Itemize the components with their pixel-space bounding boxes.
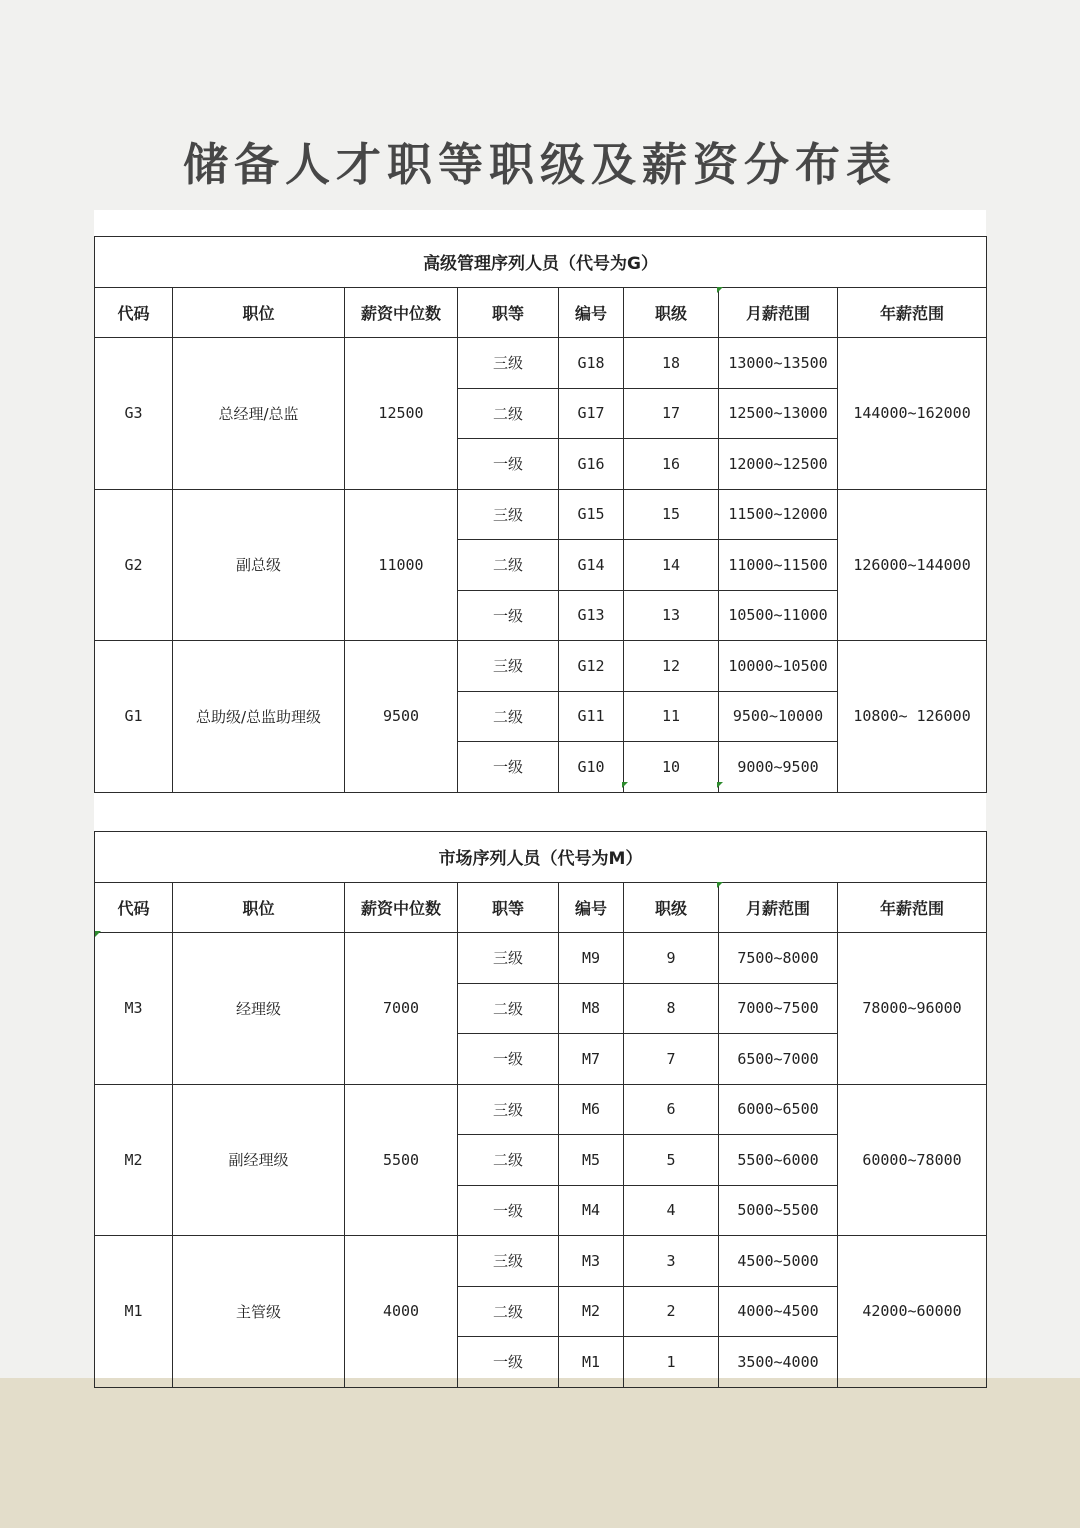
code-cell: G3 bbox=[95, 338, 173, 490]
grade-cell: 一级 bbox=[458, 1337, 559, 1388]
position-cell: 经理级 bbox=[173, 933, 345, 1085]
grade-cell: 一级 bbox=[458, 590, 559, 641]
level-cell: 17 bbox=[624, 388, 719, 439]
level-cell: 7 bbox=[624, 1034, 719, 1085]
median-salary-cell: 12500 bbox=[345, 338, 458, 490]
column-header: 月薪范围 bbox=[719, 287, 838, 338]
grade-id-cell: M4 bbox=[559, 1185, 624, 1236]
monthly-range-cell: 7000~7500 bbox=[719, 983, 838, 1034]
monthly-range-cell: 6000~6500 bbox=[719, 1084, 838, 1135]
level-cell: 6 bbox=[624, 1084, 719, 1135]
grade-cell: 一级 bbox=[458, 1185, 559, 1236]
column-header: 薪资中位数 bbox=[345, 882, 458, 933]
grade-cell: 二级 bbox=[458, 1135, 559, 1186]
grade-cell: 二级 bbox=[458, 1286, 559, 1337]
column-header: 职级 bbox=[624, 287, 719, 338]
table-row bbox=[95, 641, 987, 692]
grade-id-cell: M8 bbox=[559, 983, 624, 1034]
code-cell: G1 bbox=[95, 641, 173, 793]
table-caption: 高级管理序列人员（代号为G） bbox=[95, 237, 987, 288]
column-header: 职级 bbox=[624, 882, 719, 933]
monthly-range-cell: 10500~11000 bbox=[719, 590, 838, 641]
level-cell: 11 bbox=[624, 691, 719, 742]
monthly-range-cell: 7500~8000 bbox=[719, 933, 838, 984]
level-cell: 12 bbox=[624, 641, 719, 692]
level-cell: 18 bbox=[624, 338, 719, 389]
column-header: 代码 bbox=[95, 287, 173, 338]
header-row bbox=[95, 287, 987, 338]
median-salary-cell: 9500 bbox=[345, 641, 458, 793]
grade-cell: 二级 bbox=[458, 691, 559, 742]
grade-cell: 三级 bbox=[458, 641, 559, 692]
column-header: 职位 bbox=[173, 882, 345, 933]
monthly-range-cell: 9500~10000 bbox=[719, 691, 838, 742]
cell-marker bbox=[95, 931, 101, 937]
table-row bbox=[95, 338, 987, 389]
grade-cell: 三级 bbox=[458, 1084, 559, 1135]
grade-cell: 三级 bbox=[458, 489, 559, 540]
level-cell: 4 bbox=[624, 1185, 719, 1236]
monthly-range-cell: 13000~13500 bbox=[719, 338, 838, 389]
grade-cell: 三级 bbox=[458, 933, 559, 984]
grade-cell: 一级 bbox=[458, 439, 559, 490]
level-cell: 10 bbox=[624, 742, 719, 793]
monthly-range-cell: 3500~4000 bbox=[719, 1337, 838, 1388]
monthly-range-cell: 5000~5500 bbox=[719, 1185, 838, 1236]
grade-cell: 三级 bbox=[458, 338, 559, 389]
cell-marker bbox=[717, 882, 723, 888]
monthly-range-cell: 6500~7000 bbox=[719, 1034, 838, 1085]
column-header: 职等 bbox=[458, 882, 559, 933]
grade-cell: 二级 bbox=[458, 388, 559, 439]
caption-row bbox=[95, 832, 987, 883]
monthly-range-cell: 11000~11500 bbox=[719, 540, 838, 591]
level-cell: 16 bbox=[624, 439, 719, 490]
cell-marker bbox=[717, 287, 723, 293]
level-cell: 2 bbox=[624, 1286, 719, 1337]
level-cell: 9 bbox=[624, 933, 719, 984]
grade-id-cell: G15 bbox=[559, 489, 624, 540]
table-caption: 市场序列人员（代号为M） bbox=[95, 832, 987, 883]
grade-id-cell: M3 bbox=[559, 1236, 624, 1287]
column-header: 年薪范围 bbox=[838, 287, 987, 338]
annual-range-cell: 126000~144000 bbox=[838, 489, 987, 641]
grade-id-cell: M9 bbox=[559, 933, 624, 984]
grade-id-cell: G16 bbox=[559, 439, 624, 490]
code-cell: M3 bbox=[95, 933, 173, 1085]
annual-range-cell: 144000~162000 bbox=[838, 338, 987, 490]
table-senior-management bbox=[94, 236, 987, 793]
column-header: 代码 bbox=[95, 882, 173, 933]
column-header: 薪资中位数 bbox=[345, 287, 458, 338]
code-cell: M1 bbox=[95, 1236, 173, 1388]
level-cell: 3 bbox=[624, 1236, 719, 1287]
column-header: 职等 bbox=[458, 287, 559, 338]
monthly-range-cell: 5500~6000 bbox=[719, 1135, 838, 1186]
annual-range-cell: 60000~78000 bbox=[838, 1084, 987, 1236]
monthly-range-cell: 4500~5000 bbox=[719, 1236, 838, 1287]
grade-id-cell: M1 bbox=[559, 1337, 624, 1388]
annual-range-cell: 42000~60000 bbox=[838, 1236, 987, 1388]
page-title: 储备人才职等职级及薪资分布表 bbox=[182, 138, 897, 191]
grade-id-cell: G17 bbox=[559, 388, 624, 439]
level-cell: 14 bbox=[624, 540, 719, 591]
level-cell: 13 bbox=[624, 590, 719, 641]
level-cell: 8 bbox=[624, 983, 719, 1034]
position-cell: 总经理/总监 bbox=[173, 338, 345, 490]
cell-marker bbox=[717, 782, 723, 788]
grade-id-cell: G18 bbox=[559, 338, 624, 389]
median-salary-cell: 11000 bbox=[345, 489, 458, 641]
table-row bbox=[95, 489, 987, 540]
column-header: 月薪范围 bbox=[719, 882, 838, 933]
code-cell: G2 bbox=[95, 489, 173, 641]
column-header: 编号 bbox=[559, 287, 624, 338]
median-salary-cell: 7000 bbox=[345, 933, 458, 1085]
column-header: 职位 bbox=[173, 287, 345, 338]
caption-row bbox=[95, 237, 987, 288]
position-cell: 主管级 bbox=[173, 1236, 345, 1388]
cell-marker bbox=[622, 782, 628, 788]
median-salary-cell: 4000 bbox=[345, 1236, 458, 1388]
level-cell: 15 bbox=[624, 489, 719, 540]
monthly-range-cell: 9000~9500 bbox=[719, 742, 838, 793]
code-cell: M2 bbox=[95, 1084, 173, 1236]
column-header: 年薪范围 bbox=[838, 882, 987, 933]
grade-id-cell: G10 bbox=[559, 742, 624, 793]
position-cell: 副总级 bbox=[173, 489, 345, 641]
grade-id-cell: M5 bbox=[559, 1135, 624, 1186]
table-row bbox=[95, 933, 987, 984]
monthly-range-cell: 10000~10500 bbox=[719, 641, 838, 692]
position-cell: 总助级/总监助理级 bbox=[173, 641, 345, 793]
grade-id-cell: M6 bbox=[559, 1084, 624, 1135]
grade-cell: 三级 bbox=[458, 1236, 559, 1287]
median-salary-cell: 5500 bbox=[345, 1084, 458, 1236]
level-cell: 1 bbox=[624, 1337, 719, 1388]
position-cell: 副经理级 bbox=[173, 1084, 345, 1236]
grade-id-cell: M2 bbox=[559, 1286, 624, 1337]
annual-range-cell: 10800~ 126000 bbox=[838, 641, 987, 793]
column-header: 编号 bbox=[559, 882, 624, 933]
monthly-range-cell: 11500~12000 bbox=[719, 489, 838, 540]
monthly-range-cell: 12500~13000 bbox=[719, 388, 838, 439]
grade-cell: 一级 bbox=[458, 1034, 559, 1085]
grade-cell: 二级 bbox=[458, 983, 559, 1034]
grade-id-cell: G12 bbox=[559, 641, 624, 692]
grade-id-cell: G13 bbox=[559, 590, 624, 641]
annual-range-cell: 78000~96000 bbox=[838, 933, 987, 1085]
grade-id-cell: G11 bbox=[559, 691, 624, 742]
header-row bbox=[95, 882, 987, 933]
monthly-range-cell: 4000~4500 bbox=[719, 1286, 838, 1337]
grade-cell: 二级 bbox=[458, 540, 559, 591]
grade-cell: 一级 bbox=[458, 742, 559, 793]
grade-id-cell: M7 bbox=[559, 1034, 624, 1085]
table-row bbox=[95, 1236, 987, 1287]
table-market bbox=[94, 831, 987, 1388]
bottom-band bbox=[0, 1378, 1080, 1528]
grade-id-cell: G14 bbox=[559, 540, 624, 591]
table-row bbox=[95, 1084, 987, 1135]
level-cell: 5 bbox=[624, 1135, 719, 1186]
monthly-range-cell: 12000~12500 bbox=[719, 439, 838, 490]
